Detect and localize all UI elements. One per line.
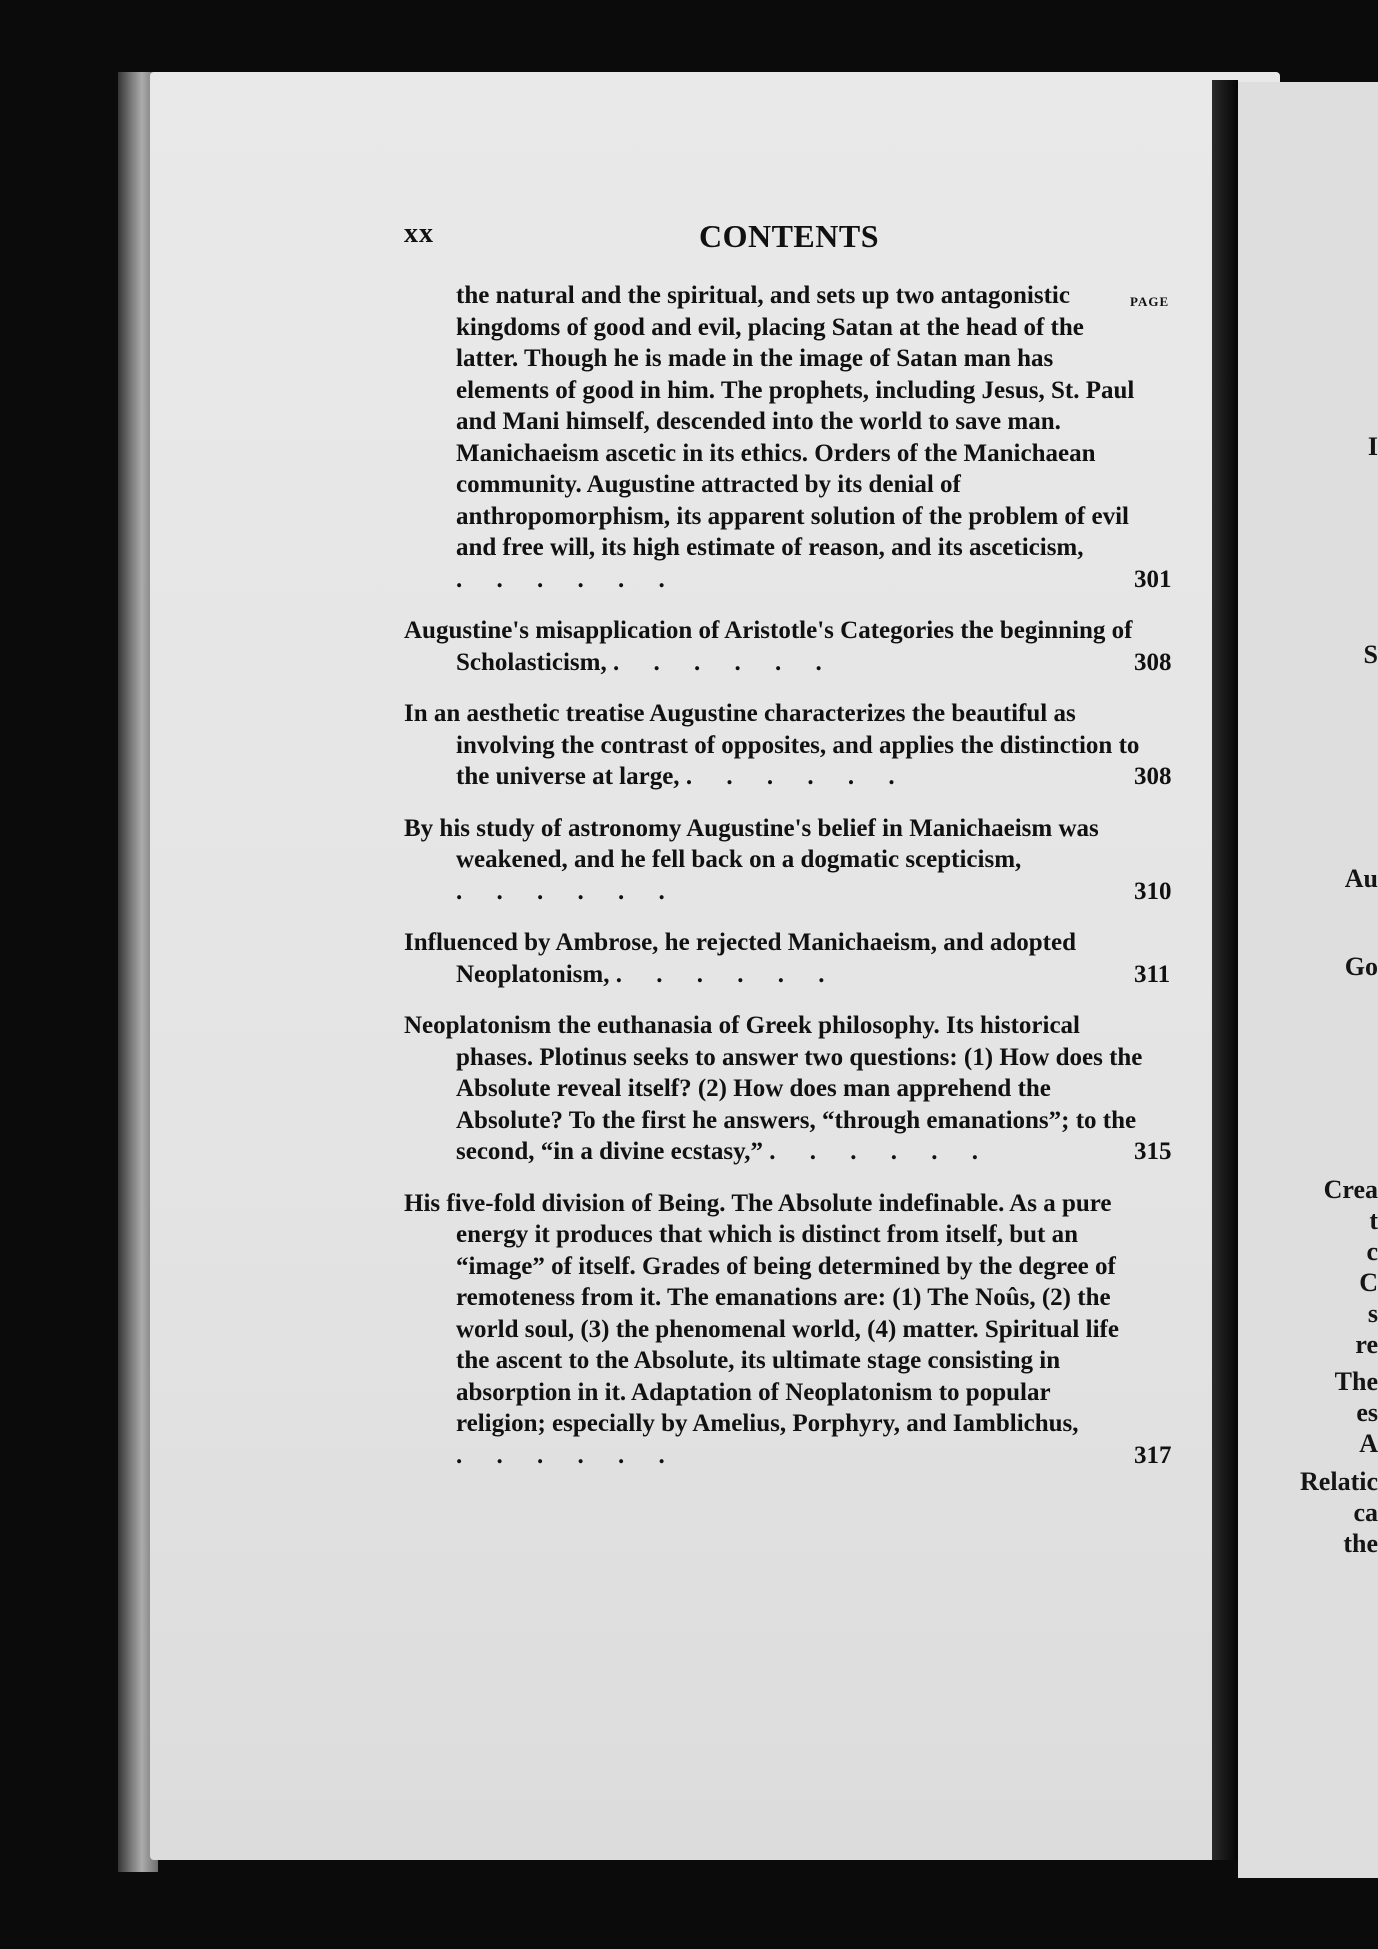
table-of-contents	[404, 280, 1204, 1471]
dot-leader: . . . . . .	[456, 1441, 679, 1469]
facing-fragment: Go	[1344, 952, 1378, 981]
facing-fragment: Relatic	[1300, 1467, 1378, 1496]
facing-fragment: s	[1367, 1299, 1378, 1328]
facing-page	[1238, 82, 1378, 1878]
facing-fragment: ca	[1353, 1498, 1378, 1527]
facing-fragment: Crea	[1323, 1175, 1378, 1204]
toc-entry	[404, 698, 1172, 793]
dot-leader: . . . . . .	[456, 565, 679, 593]
toc-entry-text: By his study of astronomy Augustine's belief in Manichaeism was weakened, and he fell back on a dogmatic scepticism,	[404, 814, 1099, 873]
facing-fragment: t	[1369, 1206, 1378, 1235]
facing-fragment: the	[1343, 1529, 1378, 1558]
facing-fragment: I	[1367, 432, 1378, 461]
facing-fragment: re	[1355, 1330, 1378, 1359]
toc-page-number: 317	[1134, 1441, 1172, 1469]
facing-fragment: The	[1334, 1367, 1378, 1396]
toc-page-number: 308	[1134, 763, 1172, 790]
toc-page-number: 315	[1134, 1138, 1172, 1165]
page-number: xx	[404, 218, 434, 249]
dot-leader: . . . . . .	[456, 877, 679, 905]
page-title: CONTENTS	[698, 218, 880, 254]
facing-fragment: A	[1359, 1429, 1378, 1458]
toc-entry-text: the natural and the spiritual, and sets up two antagonistic kingdoms of good and evil, placing Satan at the head of the latter. Though he is made in the image of Satan man has elements of good in him. The prophets, including Jesus, St. Paul and Mani himself, descended into the world to save man. Manichaeism ascetic in its ethics. Orders of the Manichaean community. Augustine attracted by its denial of anthropomorphism, its apparent solution of the problem of evil and free will, its high estimate of reason, and its asceticism,	[456, 282, 1135, 561]
toc-entry-text: Neoplatonism the euthanasia of Greek philosophy. Its historical phases. Plotinus seeks to answer two questions: (1) How does the Absolute reveal itself? (2) How does man apprehend the Absolute? To the first he answers, “through emanations”; to the second, “in a divine ecstasy,”	[404, 1012, 1143, 1165]
dot-leader: . . . . . .	[615, 960, 839, 988]
running-head	[404, 218, 1174, 258]
toc-entry-text: His five-fold division of Being. The Absolute indefinable. As a pure energy it produces that which is distinct from itself, but an “image” of itself. Grades of being determined by the degree of remoteness from it. The emanations are: (1) The Noûs, (2) the world soul, (3) the phenomenal world, (4) matter. Spiritual life the ascent to the Absolute, its ultimate stage consisting in absorption in it. Adaptation of Neoplatonism to popular religion; especially by Amelius, Porphyry, and Iamblichus,	[404, 1189, 1119, 1437]
toc-entry	[404, 1188, 1172, 1472]
toc-entry	[404, 927, 1171, 990]
dot-leader: . . . . . .	[612, 648, 836, 676]
toc-entry-text: In an aesthetic treatise Augustine characterizes the beautiful as involving the contrast of opposites, and applies the distinction to the universe at large,	[404, 700, 1140, 790]
dot-leader: . . . . . .	[685, 763, 909, 790]
toc-entry	[404, 1010, 1172, 1168]
toc-page-number: 311	[1134, 960, 1171, 988]
dot-leader: . . . . . .	[769, 1138, 992, 1165]
toc-entry-text: Augustine's misapplication of Aristotle's Categories the beginning of Scholasticism,	[404, 617, 1133, 676]
toc-page-number: 301	[1134, 565, 1172, 593]
facing-fragment: S	[1363, 640, 1378, 669]
toc-page-number: 308	[1134, 648, 1172, 676]
facing-fragment: Au	[1344, 864, 1378, 893]
page-gutter-shadow	[1212, 80, 1238, 1860]
toc-entry	[404, 615, 1172, 678]
page-column-label: PAGE	[1130, 294, 1170, 309]
toc-entry-text: Influenced by Ambrose, he rejected Manichaeism, and adopted Neoplatonism,	[404, 929, 1076, 988]
toc-entry	[404, 813, 1172, 908]
toc-page-number: 310	[1134, 877, 1172, 905]
facing-fragment: c	[1366, 1237, 1378, 1266]
facing-fragment: C	[1359, 1268, 1378, 1297]
facing-fragment: es	[1356, 1398, 1378, 1427]
